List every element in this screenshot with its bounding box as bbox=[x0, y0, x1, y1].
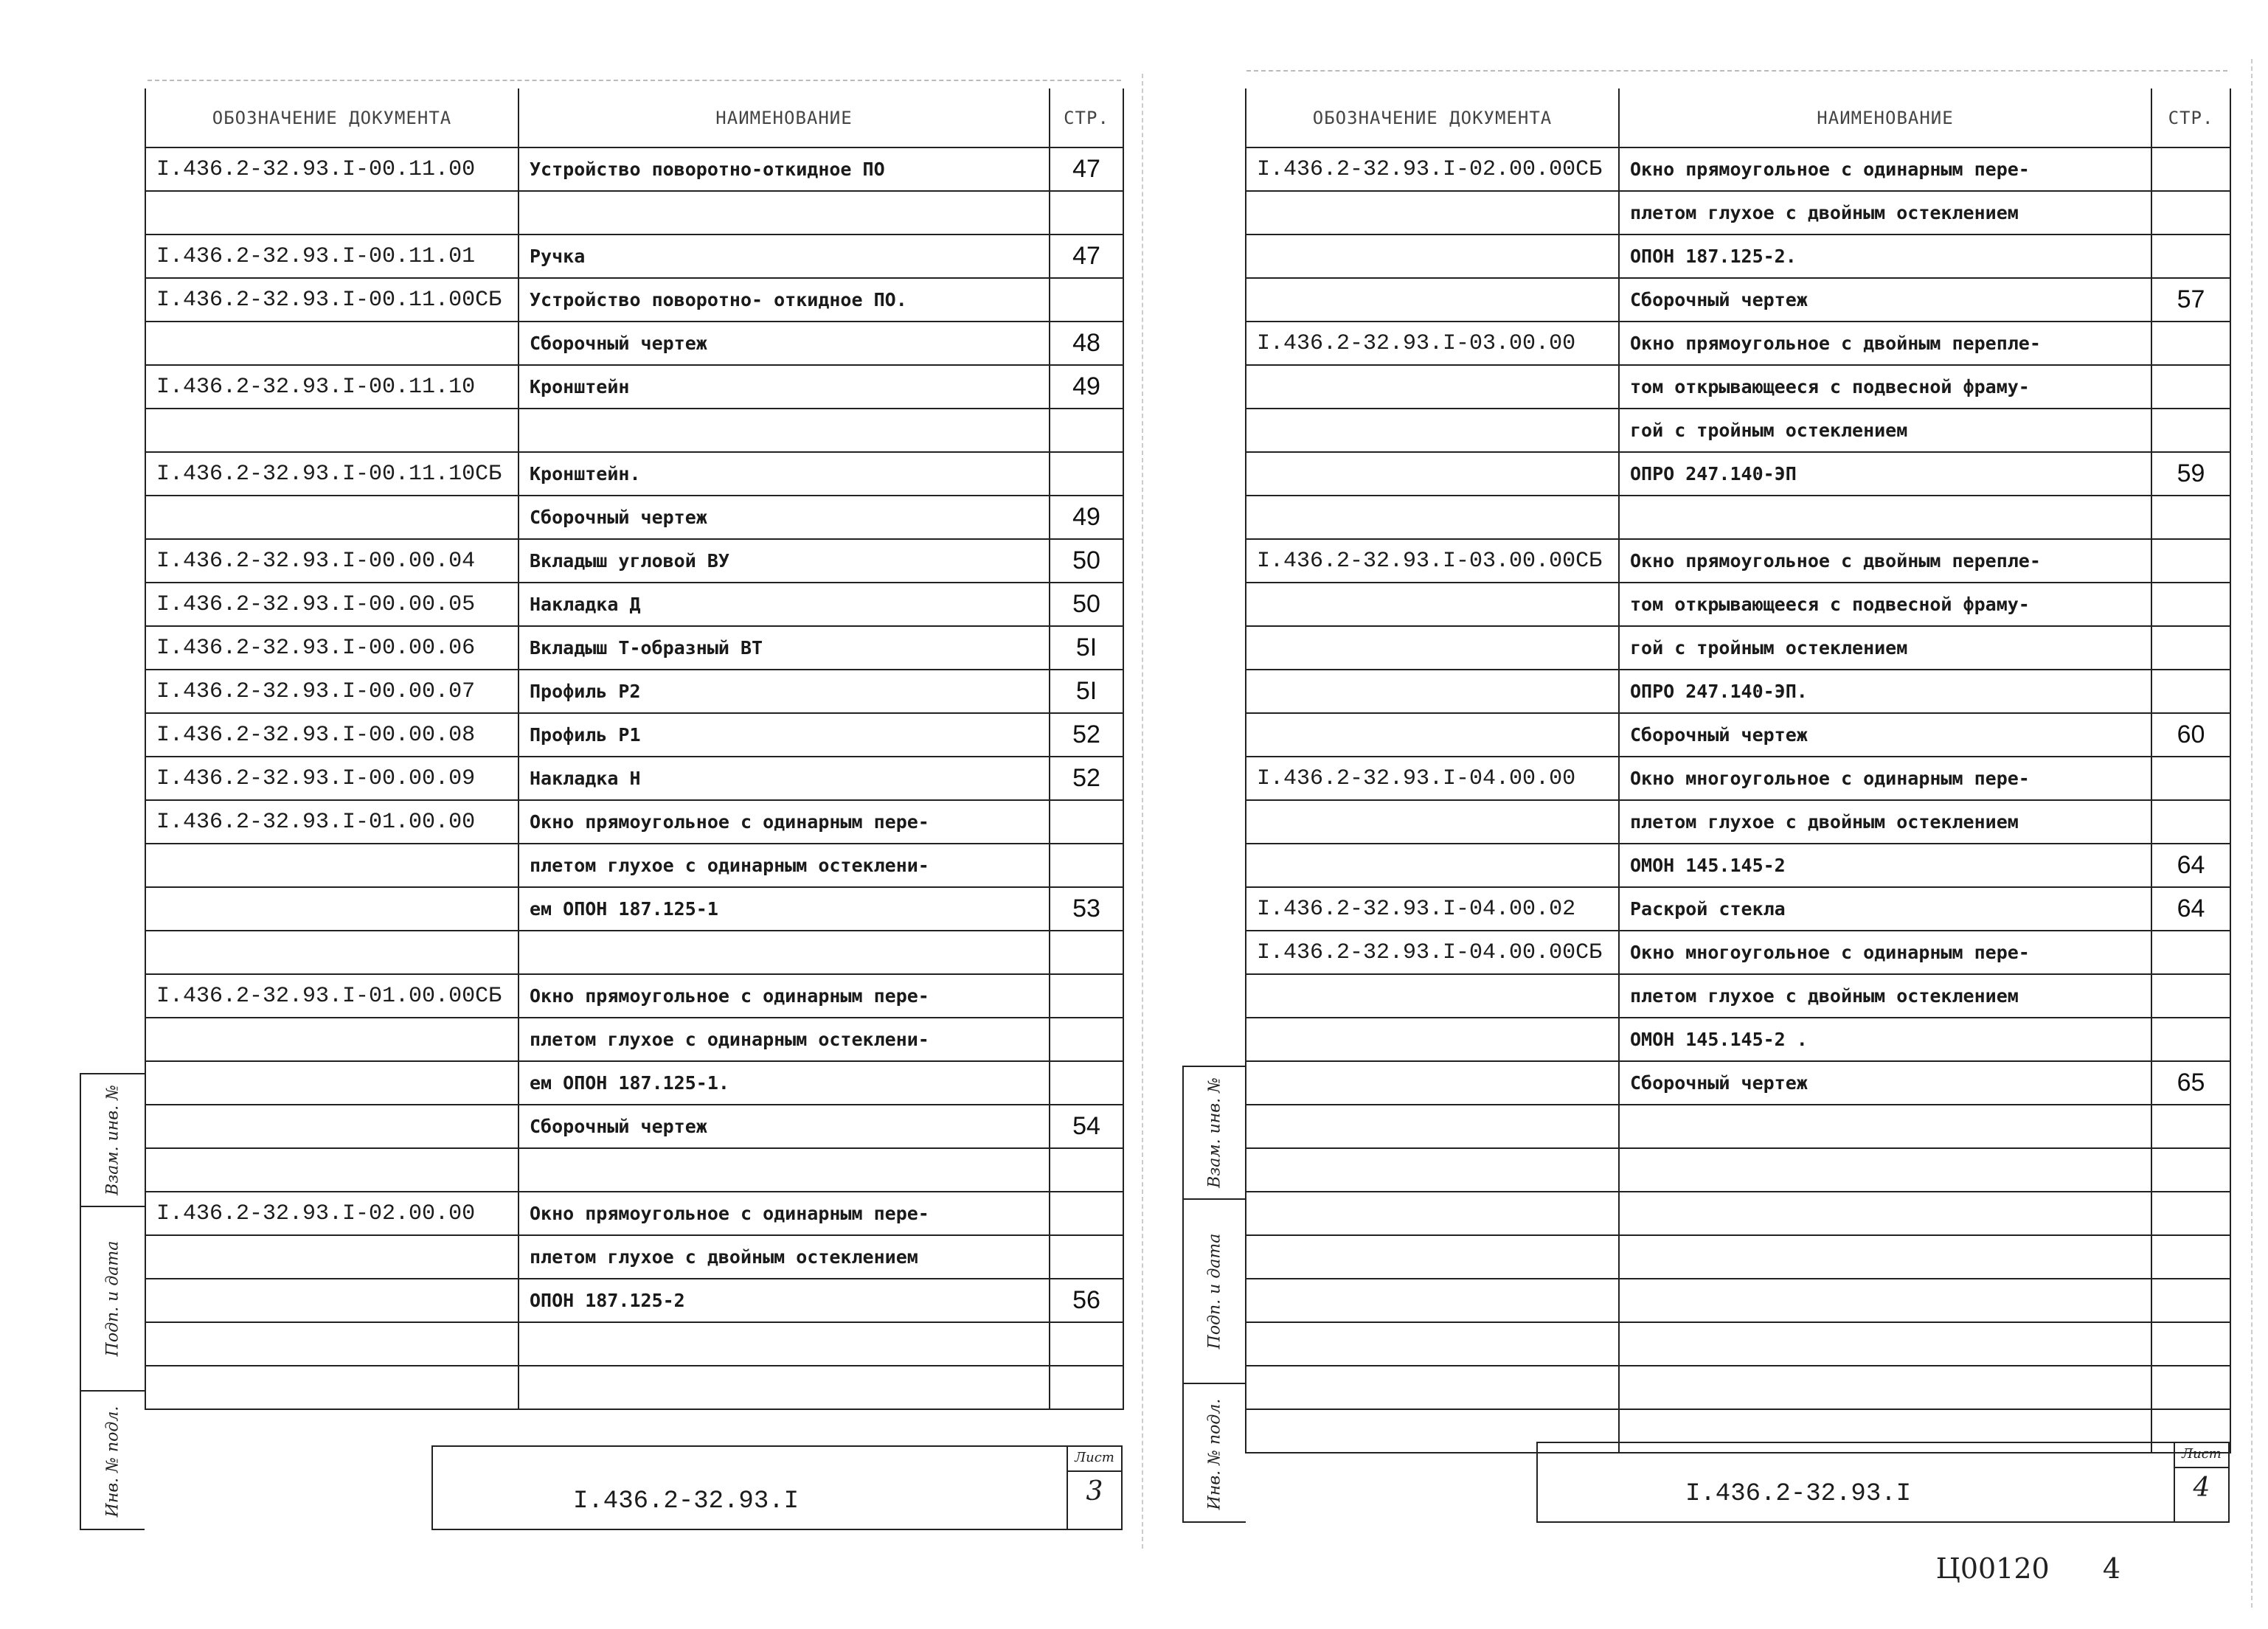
row-code bbox=[145, 496, 519, 539]
row-page: 49 bbox=[1050, 365, 1123, 409]
sheet-label: Лист bbox=[1068, 1450, 1121, 1472]
row-page: 47 bbox=[1050, 147, 1123, 191]
row-page bbox=[2151, 322, 2230, 365]
row-page bbox=[2151, 800, 2230, 844]
row-code bbox=[145, 1235, 519, 1279]
row-code bbox=[145, 322, 519, 365]
row-code bbox=[1246, 974, 1619, 1018]
row-code bbox=[1246, 1235, 1619, 1279]
row-code bbox=[1246, 191, 1619, 235]
table-row bbox=[145, 1105, 1123, 1148]
table-row bbox=[145, 1192, 1123, 1235]
table-row bbox=[1246, 1279, 2230, 1322]
table-row bbox=[145, 191, 1123, 235]
row-page bbox=[1050, 1322, 1123, 1366]
row-code bbox=[145, 1148, 519, 1192]
row-name: Профиль Р1 bbox=[519, 713, 1050, 757]
table-row bbox=[1246, 713, 2230, 757]
binding-line bbox=[2251, 59, 2253, 1608]
table-row bbox=[1246, 496, 2230, 539]
row-code bbox=[1246, 1148, 1619, 1192]
row-code bbox=[145, 931, 519, 974]
table-header bbox=[1246, 88, 2230, 147]
table-row bbox=[145, 322, 1123, 365]
table-row bbox=[145, 235, 1123, 278]
row-name bbox=[519, 1322, 1050, 1366]
row-code bbox=[1246, 1279, 1619, 1322]
row-code bbox=[145, 1105, 519, 1148]
row-code: I.436.2-32.93.I-00.00.04 bbox=[145, 539, 519, 583]
row-name bbox=[519, 1148, 1050, 1192]
row-page bbox=[2151, 931, 2230, 974]
row-page bbox=[2151, 235, 2230, 278]
table-row bbox=[1246, 800, 2230, 844]
row-name: плетом глухое с двойным остеклением bbox=[1619, 974, 2151, 1018]
row-code: I.436.2-32.93.I-04.00.00СБ bbox=[1246, 931, 1619, 974]
table-row bbox=[1246, 365, 2230, 409]
side-label-replace-inv: Взам. инв. № bbox=[1205, 1077, 1224, 1188]
table-header bbox=[145, 88, 1123, 147]
row-page bbox=[2151, 1018, 2230, 1061]
row-code: I.436.2-32.93.I-03.00.00 bbox=[1246, 322, 1619, 365]
row-page bbox=[2151, 757, 2230, 800]
header-designation: ОБОЗНАЧЕНИЕ ДОКУМЕНТА bbox=[1246, 88, 1619, 147]
row-name: том открывающееся с подвесной фраму- bbox=[1619, 583, 2151, 626]
row-name: Устройство поворотно-откидное ПО bbox=[519, 147, 1050, 191]
row-code: I.436.2-32.93.I-01.00.00СБ bbox=[145, 974, 519, 1018]
row-page bbox=[1050, 1148, 1123, 1192]
row-name: Сборочный чертеж bbox=[519, 322, 1050, 365]
table-row bbox=[145, 1279, 1123, 1322]
header-designation: ОБОЗНАЧЕНИЕ ДОКУМЕНТА bbox=[145, 88, 519, 147]
row-page bbox=[1050, 1192, 1123, 1235]
row-code: I.436.2-32.93.I-00.11.00СБ bbox=[145, 278, 519, 322]
row-page bbox=[1050, 974, 1123, 1018]
row-page bbox=[2151, 1148, 2230, 1192]
row-page: 50 bbox=[1050, 583, 1123, 626]
row-code: I.436.2-32.93.I-01.00.00 bbox=[145, 800, 519, 844]
row-page bbox=[1050, 1018, 1123, 1061]
row-code bbox=[1246, 1061, 1619, 1105]
row-code: I.436.2-32.93.I-00.11.10 bbox=[145, 365, 519, 409]
row-name: плетом глухое с одинарным остеклени- bbox=[519, 844, 1050, 887]
row-name: Окно прямоугольное с одинарным пере- bbox=[519, 1192, 1050, 1235]
row-page: 56 bbox=[1050, 1279, 1123, 1322]
side-label-replace-inv: Взам. инв. № bbox=[103, 1085, 122, 1195]
row-page: 5I bbox=[1050, 670, 1123, 713]
row-code bbox=[1246, 800, 1619, 844]
table-row bbox=[1246, 626, 2230, 670]
row-name: Окно прямоугольное с одинарным пере- bbox=[1619, 147, 2151, 191]
table-row bbox=[1246, 670, 2230, 713]
row-page bbox=[2151, 191, 2230, 235]
table-row bbox=[145, 1018, 1123, 1061]
table-row bbox=[145, 1235, 1123, 1279]
sheet-label: Лист bbox=[2175, 1446, 2228, 1468]
table-row bbox=[145, 583, 1123, 626]
row-page bbox=[1050, 800, 1123, 844]
table-row bbox=[145, 147, 1123, 191]
row-page bbox=[2151, 1235, 2230, 1279]
side-stamp-left bbox=[80, 1073, 145, 1530]
table-row bbox=[1246, 409, 2230, 452]
row-code bbox=[145, 191, 519, 235]
sheet-number-box bbox=[2174, 1443, 2228, 1521]
header-page: СТР. bbox=[1050, 88, 1123, 147]
side-label-orig-inv: Инв. № подл. bbox=[103, 1406, 122, 1518]
row-name: Окно прямоугольное с одинарным пере- bbox=[519, 974, 1050, 1018]
table-row bbox=[1246, 1148, 2230, 1192]
row-page: 60 bbox=[2151, 713, 2230, 757]
table-row bbox=[1246, 452, 2230, 496]
row-name bbox=[1619, 1148, 2151, 1192]
side-label-orig-inv: Инв. № подл. bbox=[1205, 1398, 1224, 1510]
table-row bbox=[145, 713, 1123, 757]
row-page bbox=[1050, 1366, 1123, 1409]
side-cell-replace-inv bbox=[81, 1074, 145, 1207]
row-code bbox=[1246, 409, 1619, 452]
table-row bbox=[145, 931, 1123, 974]
row-page bbox=[2151, 670, 2230, 713]
row-name: Сборочный чертеж bbox=[1619, 278, 2151, 322]
row-name: ем ОПОН 187.125-1 bbox=[519, 887, 1050, 931]
row-name: гой с тройным остеклением bbox=[1619, 409, 2151, 452]
header-name: НАИМЕНОВАНИЕ bbox=[1619, 88, 2151, 147]
row-name: Накладка Д bbox=[519, 583, 1050, 626]
row-page bbox=[2151, 626, 2230, 670]
row-page bbox=[2151, 1279, 2230, 1322]
table-row bbox=[145, 1061, 1123, 1105]
row-page bbox=[2151, 1105, 2230, 1148]
row-page bbox=[1050, 1235, 1123, 1279]
row-page bbox=[1050, 278, 1123, 322]
archive-number: Ц00120 bbox=[1935, 1552, 2050, 1585]
row-code bbox=[145, 844, 519, 887]
row-code: I.436.2-32.93.I-00.00.05 bbox=[145, 583, 519, 626]
archive-mark bbox=[1936, 1552, 2120, 1585]
row-name: Окно прямоугольное с двойным перепле- bbox=[1619, 322, 2151, 365]
row-page bbox=[2151, 974, 2230, 1018]
table-row bbox=[1246, 757, 2230, 800]
row-name: Раскрой стекла bbox=[1619, 887, 2151, 931]
table-row bbox=[1246, 278, 2230, 322]
row-code bbox=[1246, 1192, 1619, 1235]
row-code: I.436.2-32.93.I-00.11.00 bbox=[145, 147, 519, 191]
row-name: Окно многоугольное с одинарным пере- bbox=[1619, 757, 2151, 800]
side-cell-replace-inv bbox=[1184, 1067, 1246, 1200]
row-page: 5I bbox=[1050, 626, 1123, 670]
table-row bbox=[145, 800, 1123, 844]
top-border-line bbox=[148, 80, 1121, 81]
row-name: ОПРО 247.140-ЭП. bbox=[1619, 670, 2151, 713]
table-row bbox=[145, 1148, 1123, 1192]
row-name: ем ОПОН 187.125-1. bbox=[519, 1061, 1050, 1105]
row-name: Устройство поворотно- откидное ПО. bbox=[519, 278, 1050, 322]
row-page: 59 bbox=[2151, 452, 2230, 496]
table-row bbox=[145, 757, 1123, 800]
table-row bbox=[145, 539, 1123, 583]
table-row bbox=[145, 278, 1123, 322]
row-code bbox=[1246, 1322, 1619, 1366]
right-sheet bbox=[1151, 0, 2268, 1629]
row-page: 64 bbox=[2151, 887, 2230, 931]
row-name: ОМОН 145.145-2 . bbox=[1619, 1018, 2151, 1061]
row-name bbox=[1619, 1366, 2151, 1409]
row-name: Сборочный чертеж bbox=[519, 1105, 1050, 1148]
table-row bbox=[1246, 191, 2230, 235]
sheet-number: 4 bbox=[2193, 1473, 2210, 1503]
row-name: ОМОН 145.145-2 bbox=[1619, 844, 2151, 887]
row-page bbox=[2151, 409, 2230, 452]
row-code bbox=[1246, 278, 1619, 322]
row-name bbox=[1619, 1322, 2151, 1366]
row-name: плетом глухое с двойным остеклением bbox=[519, 1235, 1050, 1279]
row-page: 54 bbox=[1050, 1105, 1123, 1148]
table-row bbox=[1246, 844, 2230, 887]
row-page: 48 bbox=[1050, 322, 1123, 365]
row-name: ОПОН 187.125-2. bbox=[1619, 235, 2151, 278]
row-page bbox=[2151, 1322, 2230, 1366]
row-name bbox=[519, 191, 1050, 235]
table-row bbox=[1246, 1061, 2230, 1105]
table-row bbox=[1246, 1105, 2230, 1148]
table-row bbox=[1246, 887, 2230, 931]
row-name: Окно прямоугольное с двойным перепле- bbox=[1619, 539, 2151, 583]
row-name: Кронштейн. bbox=[519, 452, 1050, 496]
table-row bbox=[145, 887, 1123, 931]
row-code: I.436.2-32.93.I-00.00.06 bbox=[145, 626, 519, 670]
row-code bbox=[145, 409, 519, 452]
sheet-number-box bbox=[1067, 1447, 1121, 1529]
row-name: Сборочный чертеж bbox=[1619, 713, 2151, 757]
row-name: Вкладыш угловой ВУ bbox=[519, 539, 1050, 583]
row-code: I.436.2-32.93.I-04.00.02 bbox=[1246, 887, 1619, 931]
side-cell-sign-date bbox=[1184, 1200, 1246, 1384]
row-code: I.436.2-32.93.I-00.00.08 bbox=[145, 713, 519, 757]
table-row bbox=[145, 1322, 1123, 1366]
row-code bbox=[145, 1279, 519, 1322]
table-row bbox=[145, 452, 1123, 496]
row-name bbox=[1619, 496, 2151, 539]
row-name bbox=[1619, 1279, 2151, 1322]
row-code: I.436.2-32.93.I-00.11.10СБ bbox=[145, 452, 519, 496]
row-name: ОПОН 187.125-2 bbox=[519, 1279, 1050, 1322]
row-page bbox=[1050, 1061, 1123, 1105]
row-page bbox=[1050, 191, 1123, 235]
row-code bbox=[145, 1018, 519, 1061]
contents-table-left bbox=[145, 88, 1124, 1410]
side-label-sign-date: Подп. и дата bbox=[103, 1240, 122, 1357]
row-code: I.436.2-32.93.I-00.00.07 bbox=[145, 670, 519, 713]
table-row bbox=[1246, 974, 2230, 1018]
row-page bbox=[2151, 1366, 2230, 1409]
archive-page: 4 bbox=[2102, 1552, 2120, 1585]
row-code: I.436.2-32.93.I-00.00.09 bbox=[145, 757, 519, 800]
binding-line bbox=[1142, 74, 1143, 1549]
row-name bbox=[519, 1366, 1050, 1409]
table-row bbox=[145, 844, 1123, 887]
table-row bbox=[1246, 322, 2230, 365]
row-page bbox=[2151, 496, 2230, 539]
table-row bbox=[145, 1366, 1123, 1409]
row-code bbox=[145, 1061, 519, 1105]
table-row bbox=[1246, 1235, 2230, 1279]
row-code bbox=[1246, 1105, 1619, 1148]
row-code: I.436.2-32.93.I-03.00.00СБ bbox=[1246, 539, 1619, 583]
row-name: гой с тройным остеклением bbox=[1619, 626, 2151, 670]
table-row bbox=[145, 409, 1123, 452]
row-code bbox=[1246, 844, 1619, 887]
row-code bbox=[1246, 235, 1619, 278]
row-code: I.436.2-32.93.I-02.00.00 bbox=[145, 1192, 519, 1235]
table-row bbox=[1246, 539, 2230, 583]
row-code bbox=[1246, 583, 1619, 626]
row-code bbox=[145, 1322, 519, 1366]
row-page bbox=[1050, 452, 1123, 496]
title-block-right bbox=[1536, 1442, 2230, 1523]
table-row bbox=[1246, 147, 2230, 191]
row-page bbox=[2151, 539, 2230, 583]
sheet-number: 3 bbox=[1086, 1476, 1103, 1507]
row-name: плетом глухое с двойным остеклением bbox=[1619, 191, 2151, 235]
row-name: Ручка bbox=[519, 235, 1050, 278]
title-block-left bbox=[431, 1445, 1123, 1530]
row-code: I.436.2-32.93.I-00.11.01 bbox=[145, 235, 519, 278]
row-code: I.436.2-32.93.I-04.00.00 bbox=[1246, 757, 1619, 800]
row-code bbox=[145, 1366, 519, 1409]
document-code: I.436.2-32.93.I bbox=[1685, 1480, 1912, 1508]
row-code bbox=[1246, 496, 1619, 539]
row-name: Профиль Р2 bbox=[519, 670, 1050, 713]
side-stamp-right bbox=[1182, 1066, 1246, 1523]
table-row bbox=[145, 496, 1123, 539]
row-page: 52 bbox=[1050, 713, 1123, 757]
top-border-line bbox=[1246, 70, 2227, 72]
row-code bbox=[1246, 670, 1619, 713]
row-code bbox=[1246, 626, 1619, 670]
table-row bbox=[1246, 1192, 2230, 1235]
row-page: 52 bbox=[1050, 757, 1123, 800]
table-row bbox=[145, 974, 1123, 1018]
table-row bbox=[145, 670, 1123, 713]
row-name: Сборочный чертеж bbox=[1619, 1061, 2151, 1105]
row-name: ОПРО 247.140-ЭП bbox=[1619, 452, 2151, 496]
table-row bbox=[145, 626, 1123, 670]
row-code: I.436.2-32.93.I-02.00.00СБ bbox=[1246, 147, 1619, 191]
row-page bbox=[2151, 147, 2230, 191]
row-name: том открывающееся с подвесной фраму- bbox=[1619, 365, 2151, 409]
row-name bbox=[519, 931, 1050, 974]
row-page: 49 bbox=[1050, 496, 1123, 539]
row-page: 64 bbox=[2151, 844, 2230, 887]
row-code bbox=[1246, 1366, 1619, 1409]
table-row bbox=[1246, 1018, 2230, 1061]
row-code bbox=[1246, 1018, 1619, 1061]
row-name: Сборочный чертеж bbox=[519, 496, 1050, 539]
row-name: Окно многоугольное с одинарным пере- bbox=[1619, 931, 2151, 974]
side-cell-orig-inv bbox=[1184, 1384, 1246, 1524]
side-label-sign-date: Подп. и дата bbox=[1205, 1233, 1224, 1350]
table-row bbox=[1246, 1322, 2230, 1366]
row-name bbox=[1619, 1192, 2151, 1235]
row-page bbox=[2151, 365, 2230, 409]
row-name: Накладка Н bbox=[519, 757, 1050, 800]
row-page bbox=[2151, 583, 2230, 626]
row-name bbox=[1619, 1105, 2151, 1148]
table-row bbox=[1246, 583, 2230, 626]
row-page: 53 bbox=[1050, 887, 1123, 931]
header-name: НАИМЕНОВАНИЕ bbox=[519, 88, 1050, 147]
row-page: 47 bbox=[1050, 235, 1123, 278]
table-row bbox=[1246, 235, 2230, 278]
row-page: 57 bbox=[2151, 278, 2230, 322]
table-row bbox=[145, 365, 1123, 409]
row-code bbox=[1246, 713, 1619, 757]
row-name: Кронштейн bbox=[519, 365, 1050, 409]
row-name bbox=[519, 409, 1050, 452]
row-page: 50 bbox=[1050, 539, 1123, 583]
side-cell-orig-inv bbox=[81, 1392, 145, 1532]
row-code bbox=[145, 887, 519, 931]
side-cell-sign-date bbox=[81, 1207, 145, 1392]
contents-table-right bbox=[1245, 88, 2231, 1453]
row-name: Вкладыш Т-образный ВТ bbox=[519, 626, 1050, 670]
document-code: I.436.2-32.93.I bbox=[573, 1487, 800, 1515]
row-name bbox=[1619, 1235, 2151, 1279]
row-page: 65 bbox=[2151, 1061, 2230, 1105]
table-row bbox=[1246, 931, 2230, 974]
row-code bbox=[1246, 365, 1619, 409]
header-page: СТР. bbox=[2151, 88, 2230, 147]
row-code bbox=[1246, 452, 1619, 496]
row-page bbox=[1050, 409, 1123, 452]
row-name: плетом глухое с двойным остеклением bbox=[1619, 800, 2151, 844]
row-name: плетом глухое с одинарным остеклени- bbox=[519, 1018, 1050, 1061]
row-name: Окно прямоугольное с одинарным пере- bbox=[519, 800, 1050, 844]
table-row bbox=[1246, 1366, 2230, 1409]
row-page bbox=[1050, 931, 1123, 974]
row-page bbox=[2151, 1192, 2230, 1235]
row-page bbox=[1050, 844, 1123, 887]
